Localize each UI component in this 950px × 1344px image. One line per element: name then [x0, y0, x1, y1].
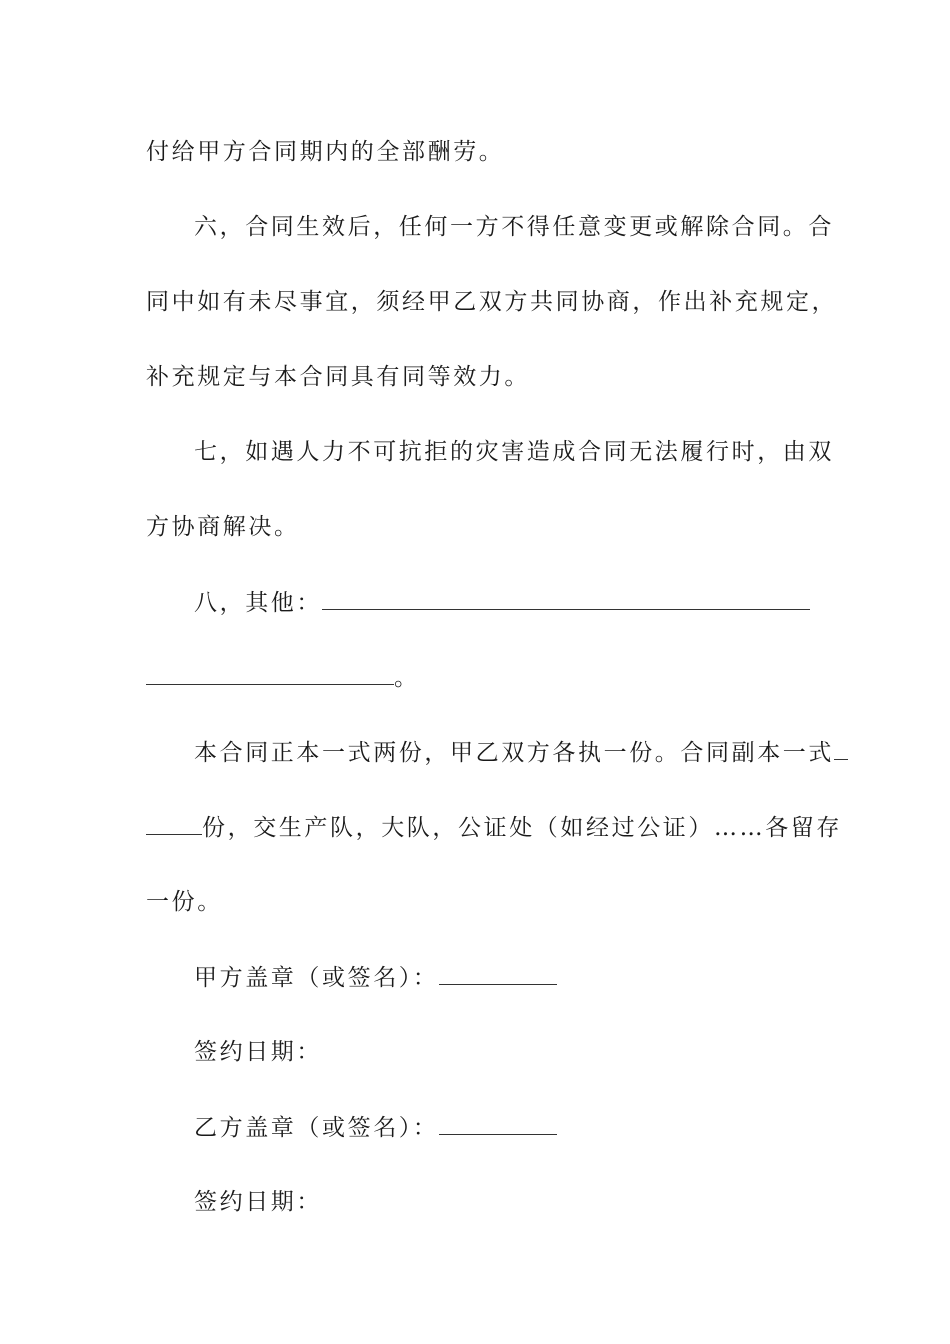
clause-six-line: 六，合同生效后，任何一方不得任意变更或解除合同。合 — [194, 214, 834, 240]
party-a-seal-label: 甲方盖章（或签名）： — [194, 965, 439, 991]
paragraph-line: 补充规定与本合同具有同等效力。 — [146, 364, 530, 390]
party-b-signature-field[interactable] — [439, 1112, 557, 1135]
paragraph-line: 同中如有未尽事宜，须经甲乙双方共同协商，作出补充规定， — [146, 289, 838, 315]
other-blank-field-continued[interactable] — [146, 662, 394, 685]
clause-seven-line: 七，如遇人力不可抗拒的灾害造成合同无法履行时，由双 — [194, 439, 834, 465]
copies-count-blank[interactable] — [834, 737, 848, 760]
other-blank-field[interactable] — [322, 587, 810, 610]
copies-line — [146, 812, 842, 843]
clause-eight-line — [194, 587, 810, 618]
party-b-date-label: 签约日期： — [194, 1189, 322, 1215]
party-a-signature-field[interactable] — [439, 962, 557, 985]
copies-line — [194, 737, 848, 768]
party-b-signature-line — [194, 1112, 557, 1143]
clause-eight-label: 八，其他： — [194, 590, 322, 616]
party-a-signature-line — [194, 962, 557, 993]
copies-count-blank-continued[interactable] — [146, 812, 202, 835]
paragraph-line: 方协商解决。 — [146, 514, 300, 540]
period: 。 — [394, 665, 420, 691]
copies-text: 本合同正本一式两份，甲乙双方各执一份。合同副本一式 — [194, 740, 834, 766]
paragraph-line: 付给甲方合同期内的全部酬劳。 — [146, 139, 505, 165]
party-a-date-label: 签约日期： — [194, 1039, 322, 1065]
party-b-seal-label: 乙方盖章（或签名）： — [194, 1115, 439, 1141]
clause-eight-continuation — [146, 662, 420, 693]
copies-text: 份，交生产队，大队，公证处（如经过公证）……各留存 — [202, 815, 842, 841]
paragraph-line: 一份。 — [146, 889, 223, 915]
